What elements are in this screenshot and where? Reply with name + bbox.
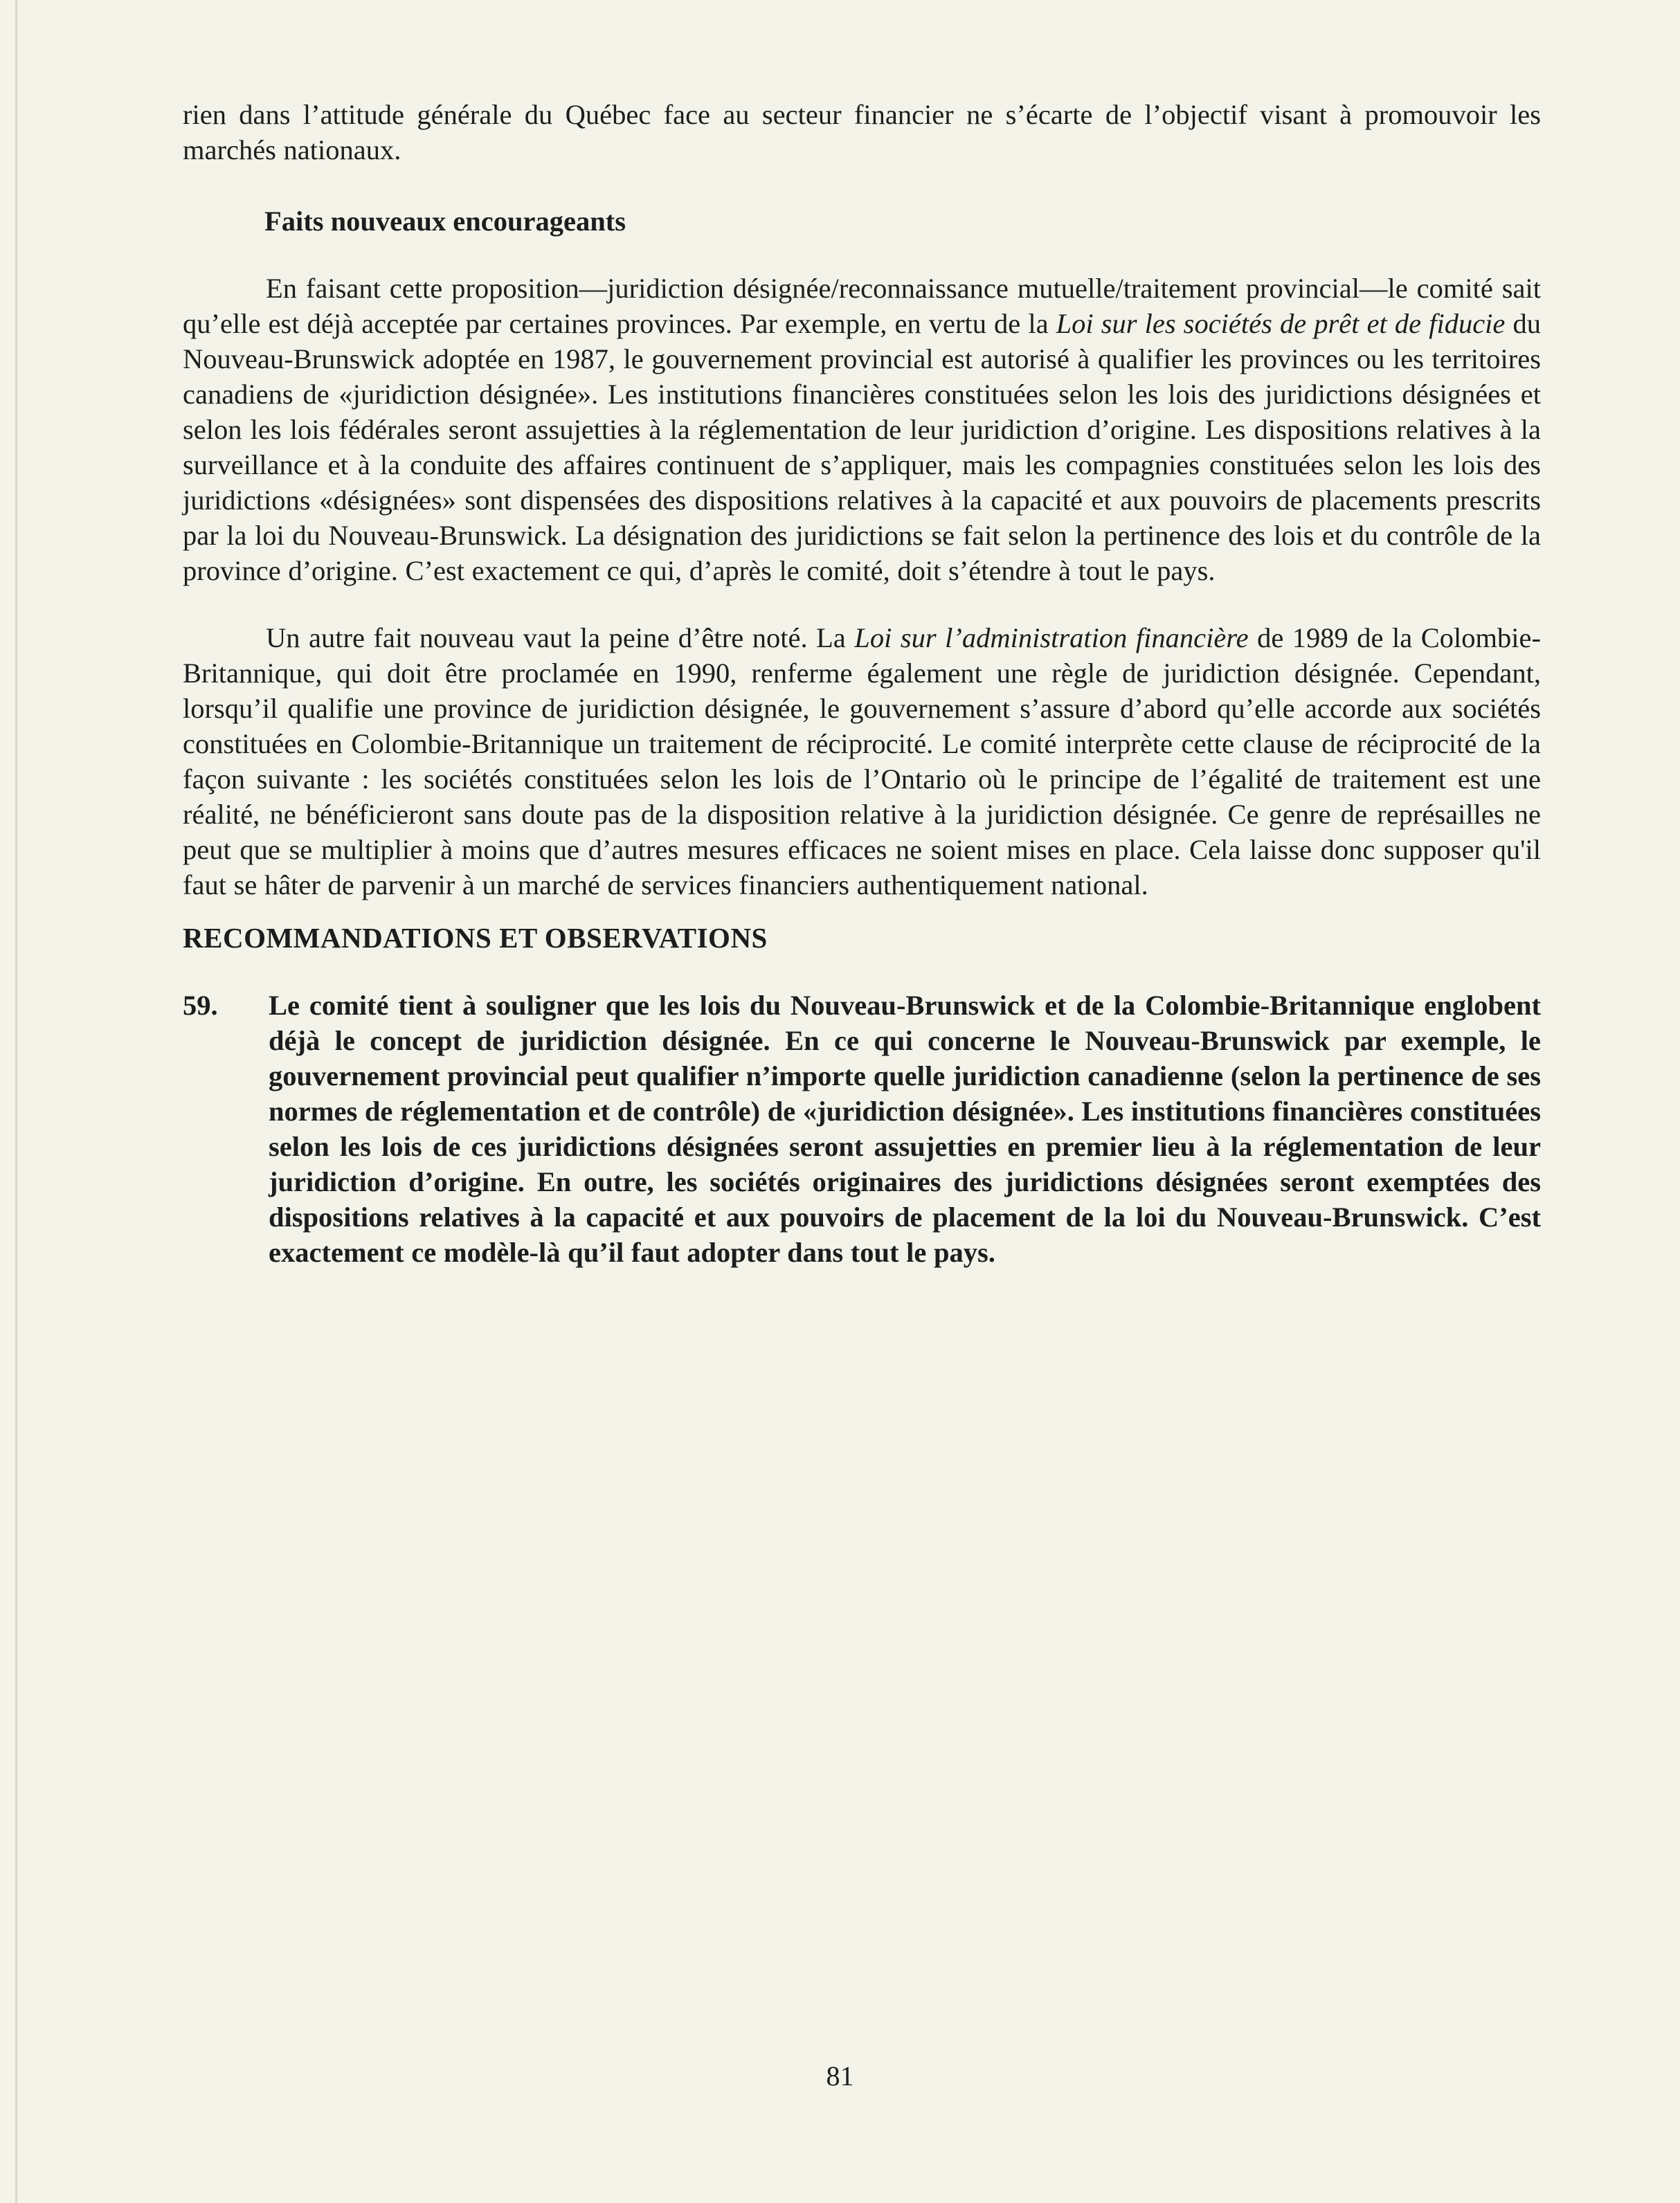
paragraph-2-text-b: de 1989 de la Colombie-Britannique, qui doit être proclamée en 1990, renferme également une règle de juridiction désignée. Cependant, lorsqu’il qualifie une province de juridiction désignée, le gouvernement s’assure d’abord qu’elle accorde aux sociétés constituées en Colombie-Britannique un traitement de réciprocité. Le comité interprète cette clause de réciprocité de la façon suivante : les sociétés constituées selon les lois de l’Ontario où le principe de l’égalité de traitement est une réalité, ne bénéficieront sans doute pas de la disposition relative à la juridiction désignée. Ce genre de représailles ne peut que se multiplier à moins que d’autres mesures efficaces ne soient mises en place. Cela laisse donc supposer qu'il faut se hâter de parvenir à un marché de services financiers authentiquement national. (183, 622, 1542, 900)
paragraph-new-brunswick (183, 271, 1541, 588)
page-number: 81 (826, 2060, 854, 2092)
paragraph-british-columbia (183, 620, 1541, 903)
paragraph-1-text-a: En faisant cette proposition—juridiction désignée/reconnaissance mutuelle/traitement provincial—le comité sait qu’elle est déjà acceptée par certaines provinces. Par exemple, en vertu de la (183, 273, 1541, 339)
page-edge-rule (15, 0, 17, 2203)
law-title-administration-financiere: Loi sur l’administration financière (854, 622, 1249, 653)
document-page (183, 97, 1541, 1270)
subheading: Faits nouveaux encourageants (264, 206, 626, 237)
paragraph-2-text-a: Un autre fait nouveau vaut la peine d’être noté. La (266, 622, 855, 653)
paragraph-1-text-b: du Nouveau-Brunswick adoptée en 1987, le gouvernement provincial est autorisé à qualifier les provinces ou les territoires canadiens de «juridiction désignée». Les institutions financières constituées selon les lois des juridictions désignées et selon les lois fédérales seront assujetties à la réglementation de leur juridiction d’origine. Les dispositions relatives à la surveillance et à la conduite des affaires continuent de s’appliquer, mais les compagnies constituées selon les lois des juridictions «désignées» sont dispensées des dispositions relatives à la capacité et aux pouvoirs de placements prescrits par la loi du Nouveau-Brunswick. La désignation des juridictions se fait selon la pertinence des lois et du contrôle de la province d’origine. C’est exactement ce qui, d’après le comité, doit s’étendre à tout le pays. (183, 308, 1541, 586)
recommendation-59 (183, 988, 1541, 1270)
law-title-pret-fiducie: Loi sur les sociétés de prêt et de fiducie (1056, 308, 1506, 339)
recommendation-number: 59. (183, 990, 218, 1021)
section-title: RECOMMANDATIONS ET OBSERVATIONS (183, 922, 768, 954)
intro-paragraph: rien dans l’attitude générale du Québec face au secteur financier ne s’écarte de l’objectif visant à promouvoir les marchés nationaux. (183, 99, 1541, 165)
recommendation-text: Le comité tient à souligner que les lois du Nouveau-Brunswick et de la Colombie-Britannique englobent déjà le concept de juridiction désignée. En ce qui concerne le Nouveau-Brunswick par exemple, le gouvernement provincial peut qualifier n’importe quelle juridiction canadienne (selon la pertinence de ses normes de réglementation et de contrôle) de «juridiction désignée». Les institutions financières constituées selon les lois de ces juridictions désignées seront assujetties en premier lieu à la réglementation de leur juridiction d’origine. En outre, les sociétés originaires des juridictions désignées seront exemptées des dispositions relatives à la capacité et aux pouvoirs de placement de la loi du Nouveau-Brunswick. C’est exactement ce modèle-là qu’il faut adopter dans tout le pays. (269, 990, 1541, 1268)
